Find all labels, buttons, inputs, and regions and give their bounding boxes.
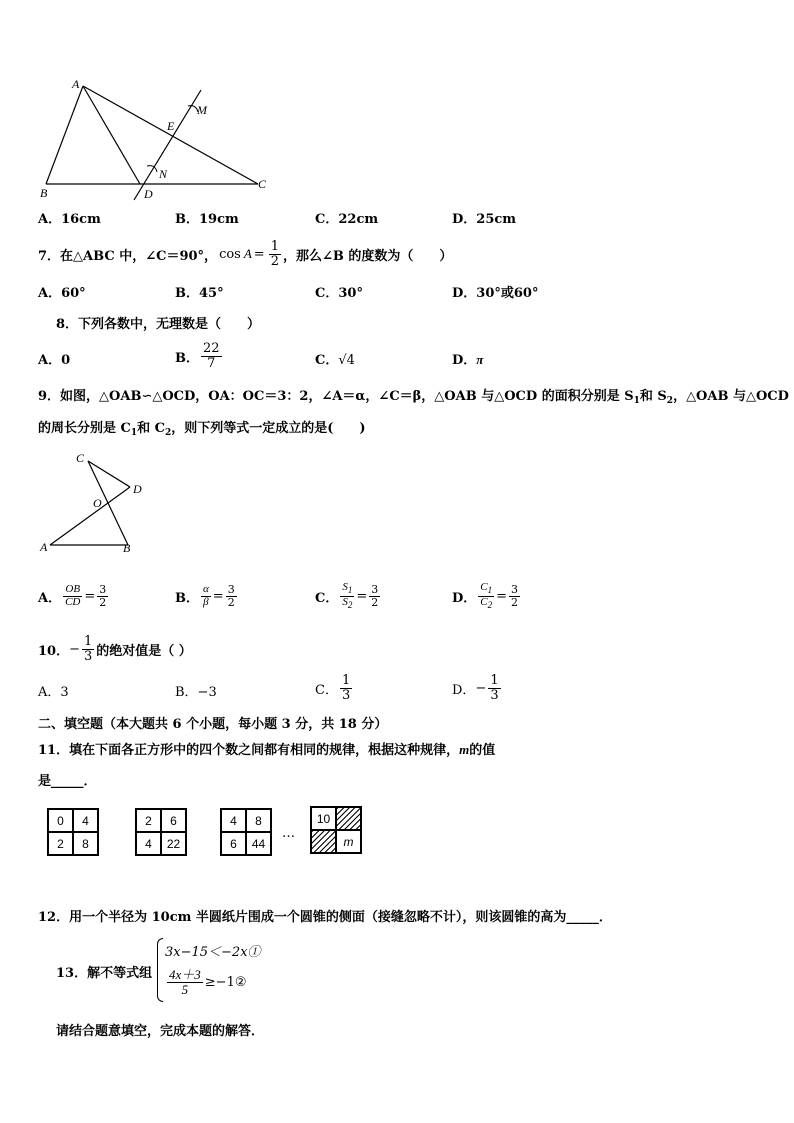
q9-a-frac-left — [63, 584, 82, 608]
q8-b-den: 7 — [207, 355, 216, 371]
q6-option-a: A．16cm — [38, 212, 101, 227]
q9-option-b: B． $\frac{\alpha}{\beta}$ = $\frac{3}{2}$ — [175, 582, 235, 609]
q9-a-den: CD — [65, 595, 81, 608]
q11-line2: 是_____． — [38, 774, 97, 789]
q10-option-b: B．−3 — [175, 685, 217, 700]
q9-b-num: α — [203, 582, 209, 595]
q9-b-frac-right — [226, 584, 237, 608]
q7-prefix: 7．在△ABC 中，∠C＝90°， — [38, 248, 218, 264]
q10-c-den: 3 — [341, 687, 351, 703]
figure-similar-triangles — [30, 445, 160, 557]
q7-frac-den: 2 — [270, 253, 279, 269]
q12-question: 12．用一个半径为 10cm 半圆纸片围成一个圆锥的侧面（接缝忽略不计），则该圆锥的高为_____． — [38, 910, 612, 925]
figure-triangle-abc — [30, 70, 290, 205]
q9-line1-text: 9．如图，△OAB∽△OCD，OA：OC＝3：2，∠A＝α，∠C＝β，△OAB 与△OCD 的面积分别是 S — [38, 389, 634, 404]
q6-option-d: D．25cm — [452, 212, 517, 227]
grid2-top-left: 2 — [136, 809, 161, 832]
q9-d-num-sub: 1 — [487, 585, 493, 596]
q9-a-label: A． — [38, 590, 62, 606]
grid4-top-left: 10 — [311, 807, 336, 830]
grid4-bottom-right: m — [336, 830, 361, 853]
q10-d-num: 1 — [490, 672, 499, 688]
q7-suffix: ，那么∠B 的度数为（ ） — [282, 248, 453, 264]
q11-line1-b: 的值 — [469, 743, 496, 758]
q9-b-label: B． — [175, 590, 199, 606]
q7-fraction — [269, 240, 281, 268]
grid3-top-left: 4 — [221, 809, 246, 832]
q9-line1-end: ，△OAB 与△OCD — [673, 389, 789, 404]
q10-c-label: C． — [315, 682, 338, 698]
grid-square-2 — [135, 808, 187, 856]
fig2-label-a: A — [40, 540, 48, 554]
q10-den: 3 — [84, 648, 93, 664]
q8-question: 8．下列各数中，无理数是（ ） — [56, 317, 261, 332]
q9-line2-end: ，则下列等式一定成立的是( ) — [171, 421, 366, 436]
q10-option-d — [452, 668, 503, 708]
q9-line1-sub2: 2 — [666, 396, 674, 406]
q8-c-label: C． — [315, 353, 339, 368]
q9-option-a: A． $\frac{OB}{CD}$ = $\frac{3}{2}$ — [38, 582, 107, 609]
q9-c-num-sub: 1 — [347, 585, 353, 596]
q9-c-frac-left — [340, 582, 354, 610]
grid-square-4 — [310, 806, 362, 854]
q10-option-c — [315, 668, 354, 708]
q9-b-frac-left — [201, 584, 211, 608]
q8-d-label: D． — [452, 353, 477, 368]
q8-a-label: A． — [38, 353, 62, 368]
grid1-bottom-left: 2 — [48, 832, 73, 855]
q13-ineq2-rest: ≥−1② — [204, 974, 247, 990]
q9-line2-sub1: 1 — [130, 428, 138, 438]
q8-d-value: π — [476, 352, 484, 367]
q9-line2-a: 的周长分别是 C — [38, 421, 131, 436]
q9-d-rnum: 3 — [511, 582, 519, 596]
fig2-label-o: O — [93, 496, 102, 510]
q9-a-num: OB — [65, 582, 81, 595]
q9-line2 — [38, 417, 366, 438]
q13-ineq2 — [165, 963, 247, 1001]
q9-c-label: C． — [315, 590, 339, 606]
grid4-bottom-left-hatched — [311, 830, 336, 853]
fig2-label-b: B — [123, 541, 131, 555]
grid2-bottom-right: 22 — [161, 832, 186, 855]
q9-line1-mid: 和 S — [639, 389, 667, 404]
grid-ellipsis: … — [282, 826, 295, 841]
q10-d-fraction — [488, 674, 500, 702]
q10-suffix: 的绝对值是（ ） — [96, 643, 192, 659]
q9-line1 — [38, 385, 789, 406]
label-m: M — [197, 103, 207, 117]
q10-prefix: 10． — [38, 643, 70, 659]
fig2-label-c: C — [76, 451, 85, 465]
label-e: E — [167, 119, 175, 133]
q10-d-minus: − — [475, 680, 487, 696]
q10-minus: − — [69, 641, 80, 657]
section-heading: 二、填空题（本大题共 6 个小题，每小题 3 分，共 18 分） — [38, 717, 388, 732]
q9-b-rden: 2 — [227, 595, 235, 609]
q7-option-a: A．60° — [38, 286, 86, 301]
q9-c-num: S — [342, 581, 348, 594]
q7-option-d: D．30°或60° — [452, 286, 539, 301]
q9-c-frac-right — [369, 584, 380, 608]
label-a: A — [72, 77, 80, 91]
q11-line1-m: m — [459, 742, 470, 757]
label-d: D — [144, 187, 153, 201]
q9-a-rnum: 3 — [99, 582, 107, 596]
q9-line1-sub1: 1 — [633, 396, 640, 406]
q8-option-d — [452, 349, 483, 368]
q8-c-value: √4 — [338, 353, 355, 368]
grid3-bottom-right: 44 — [246, 832, 271, 855]
q9-c-rden: 2 — [371, 595, 379, 609]
q10-option-a: A．3 — [38, 685, 69, 700]
q10-question — [38, 629, 192, 669]
q9-option-c: C． $\frac{S_1}{S_2}$ = $\frac{3}{2}$ — [315, 581, 379, 610]
q9-d-den-sub: 2 — [487, 599, 493, 610]
q8-b-fraction — [201, 342, 222, 370]
q10-fraction — [82, 635, 94, 663]
q11-line1 — [38, 739, 495, 758]
label-n: N — [159, 167, 168, 181]
q8-b-label: B． — [175, 350, 199, 366]
q10-num: 1 — [84, 633, 93, 649]
q9-c-den: S — [342, 595, 348, 608]
grid3-top-right: 8 — [246, 809, 271, 832]
q9-d-num: C — [480, 581, 488, 594]
q10-c-num: 1 — [341, 672, 351, 688]
q13-brace — [157, 938, 163, 1002]
q9-a-frac-right — [97, 584, 108, 608]
q11-line1-a: 11．填在下面各正方形中的四个数之间都有相同的规律，根据这种规律， — [38, 743, 460, 758]
q10-d-den: 3 — [490, 687, 499, 703]
grid1-top-right: 4 — [73, 809, 98, 832]
q9-line2-mid: 和 C — [137, 421, 166, 436]
q6-option-c: C．22cm — [315, 212, 379, 227]
q8-option-a — [38, 349, 70, 368]
q9-b-den: β — [203, 595, 209, 608]
grid-square-1 — [47, 808, 99, 856]
q9-c-rnum: 3 — [371, 582, 379, 596]
q9-c-den-sub: 2 — [347, 599, 353, 610]
q9-option-d: D． $\frac{C_1}{C_2}$ = $\frac{3}{2}$ — [452, 581, 519, 610]
grid2-bottom-left: 4 — [136, 832, 161, 855]
q9-line2-sub2: 2 — [165, 428, 172, 438]
q8-option-c — [315, 349, 355, 368]
grid-square-3 — [220, 808, 272, 856]
q10-c-fraction — [340, 674, 352, 702]
q9-d-label: D． — [452, 590, 477, 606]
label-c: C — [258, 177, 267, 191]
q7-option-c: C．30° — [315, 286, 363, 301]
grid1-bottom-right: 8 — [73, 832, 98, 855]
q9-d-rden: 2 — [511, 595, 519, 609]
q13-prefix: 13．解不等式组 — [56, 966, 153, 981]
q8-a-value: 0 — [61, 353, 71, 368]
grid2-top-right: 6 — [161, 809, 186, 832]
q9-a-rden: 2 — [99, 595, 107, 609]
q9-d-frac-right — [509, 584, 520, 608]
q7-var: A — [243, 246, 252, 261]
q8-option-b — [175, 336, 224, 376]
q13-ineq2-frac — [167, 968, 203, 996]
label-b: B — [40, 186, 48, 200]
q7-option-b: B．45° — [175, 286, 224, 301]
grid1-top-left: 0 — [48, 809, 73, 832]
q7-eq: = — [253, 246, 265, 262]
q13-ineq1: 3x−15＜−2x① — [165, 945, 261, 960]
q7-question — [38, 236, 452, 272]
q13-ineq2-den: 5 — [181, 981, 189, 997]
grid4-top-right-hatched — [336, 807, 361, 830]
q7-cos: cos — [219, 246, 241, 262]
q13-tail: 请结合题意填空，完成本题的解答． — [56, 1024, 265, 1039]
q9-d-den: C — [480, 595, 488, 608]
fig2-label-d: D — [133, 482, 142, 496]
q13-ineq2-num: 4x＋3 — [169, 966, 201, 982]
q8-b-num: 22 — [203, 340, 220, 356]
q10-d-label: D． — [452, 682, 476, 698]
grid3-bottom-left: 6 — [221, 832, 246, 855]
q9-d-frac-left — [478, 582, 494, 610]
q6-option-b: B．19cm — [175, 212, 239, 227]
q7-frac-num: 1 — [270, 238, 279, 254]
q9-b-rnum: 3 — [227, 582, 235, 596]
